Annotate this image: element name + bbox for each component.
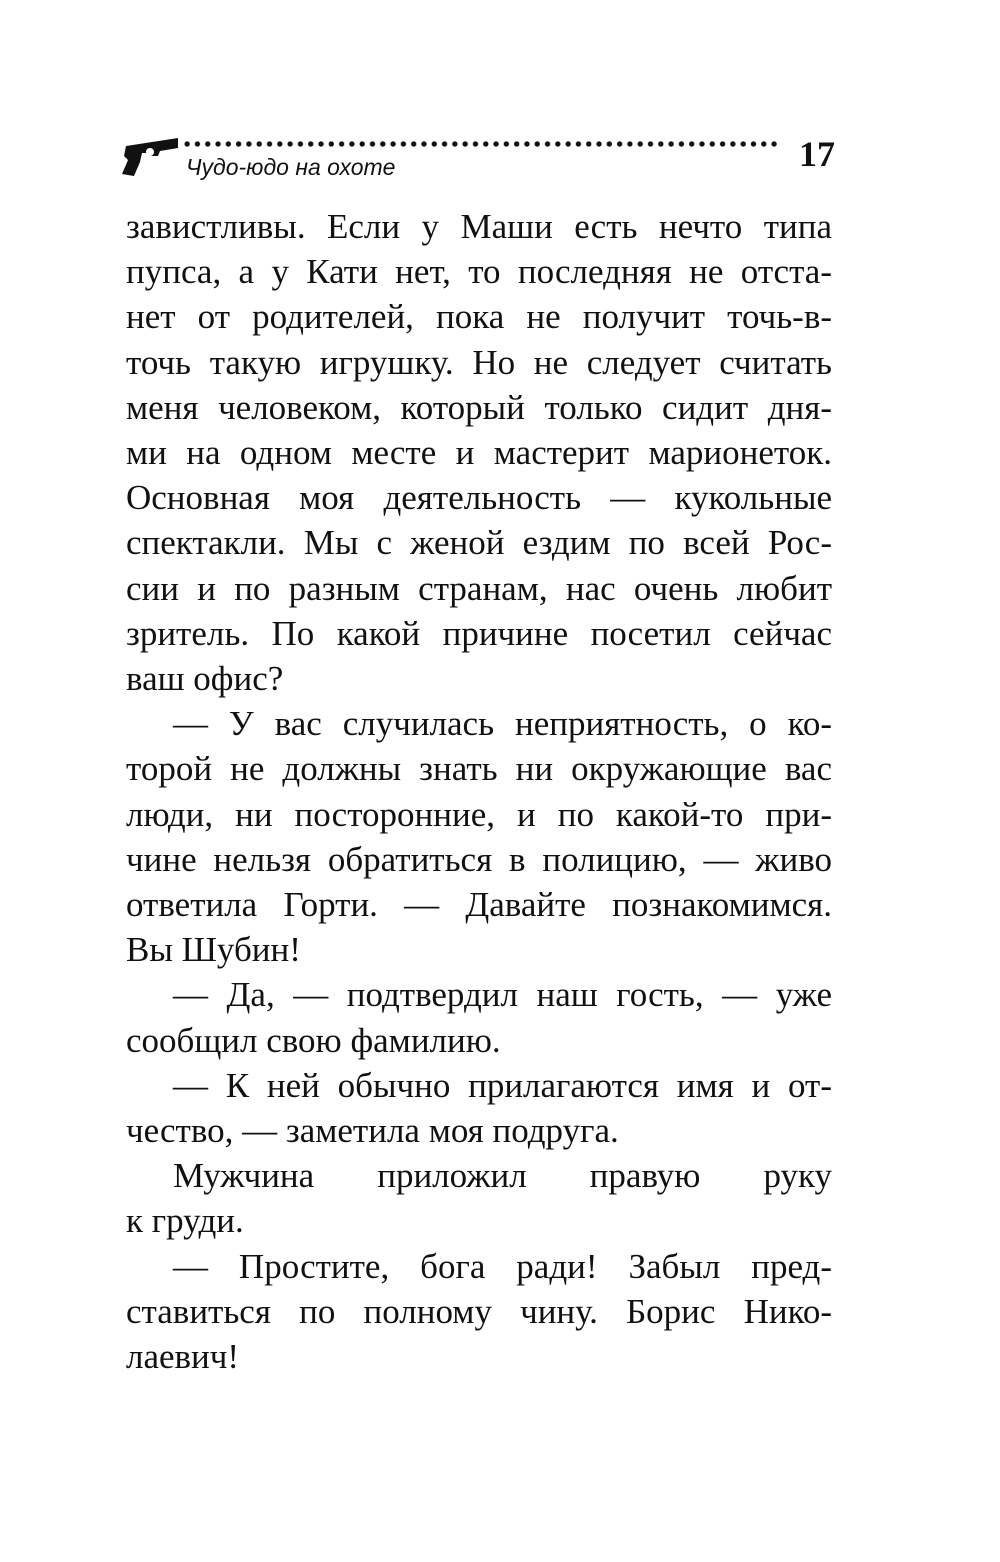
text-line: сообщил свою фамилию. <box>126 1020 501 1060</box>
revolver-icon <box>120 134 180 176</box>
text-line: зритель. По какой причине посетил сейчас <box>126 613 832 653</box>
text-line: точь такую игрушку. Но не следует считать <box>126 342 832 382</box>
text-line: — К ней обычно прилагаются имя и от- <box>173 1065 832 1105</box>
text-line: спектакли. Мы с женой ездим по всей Рос- <box>126 523 832 563</box>
text-line: — Да, — подтвердил наш гость, — уже <box>173 975 832 1015</box>
paragraph <box>126 1244 832 1380</box>
text-line: меня человеком, который только сидит дня- <box>126 387 832 427</box>
body-text <box>126 204 832 1379</box>
text-line: к груди. <box>126 1201 244 1241</box>
text-line: лаевич! <box>126 1337 240 1377</box>
text-line: нет от родителей, пока не получит точь-в- <box>126 297 832 337</box>
paragraph <box>126 1153 832 1243</box>
running-header <box>120 128 835 188</box>
text-line: торой не должны знать ни окружающие вас <box>126 749 832 789</box>
text-line: ми на одном месте и мастерит марионеток. <box>126 433 832 473</box>
page-number: 17 <box>799 134 835 174</box>
text-line: — У вас случилась неприятность, о ко- <box>173 704 832 744</box>
text-line: Основная моя деятельность — кукольные <box>126 478 832 518</box>
text-line: чество, — заметила моя подруга. <box>126 1111 619 1151</box>
paragraph <box>126 972 832 1062</box>
text-line: ответила Горти. — Давайте познакомимся. <box>126 885 832 925</box>
text-line: чине нельзя обратиться в полицию, — живо <box>126 839 832 879</box>
text-line: пупса, а у Кати нет, то последняя не отста- <box>126 252 832 292</box>
text-line: ваш офис? <box>126 659 284 699</box>
text-line: — Простите, бога ради! Забыл пред- <box>173 1246 832 1286</box>
paragraph <box>126 204 832 701</box>
dotted-rule <box>182 140 778 148</box>
running-title: Чудо-юдо на охоте <box>186 154 396 180</box>
text-line: ставиться по полному чину. Борис Нико- <box>126 1291 832 1331</box>
text-line: люди, ни посторонние, и по какой-то при- <box>126 794 832 834</box>
text-line: Мужчина приложил правую руку <box>173 1156 832 1196</box>
paragraph <box>126 701 832 972</box>
text-line: сии и по разным странам, нас очень любит <box>126 568 832 608</box>
text-line: Вы Шубин! <box>126 930 301 970</box>
paragraph <box>126 1063 832 1153</box>
text-line: завистливы. Если у Маши есть нечто типа <box>126 207 832 246</box>
